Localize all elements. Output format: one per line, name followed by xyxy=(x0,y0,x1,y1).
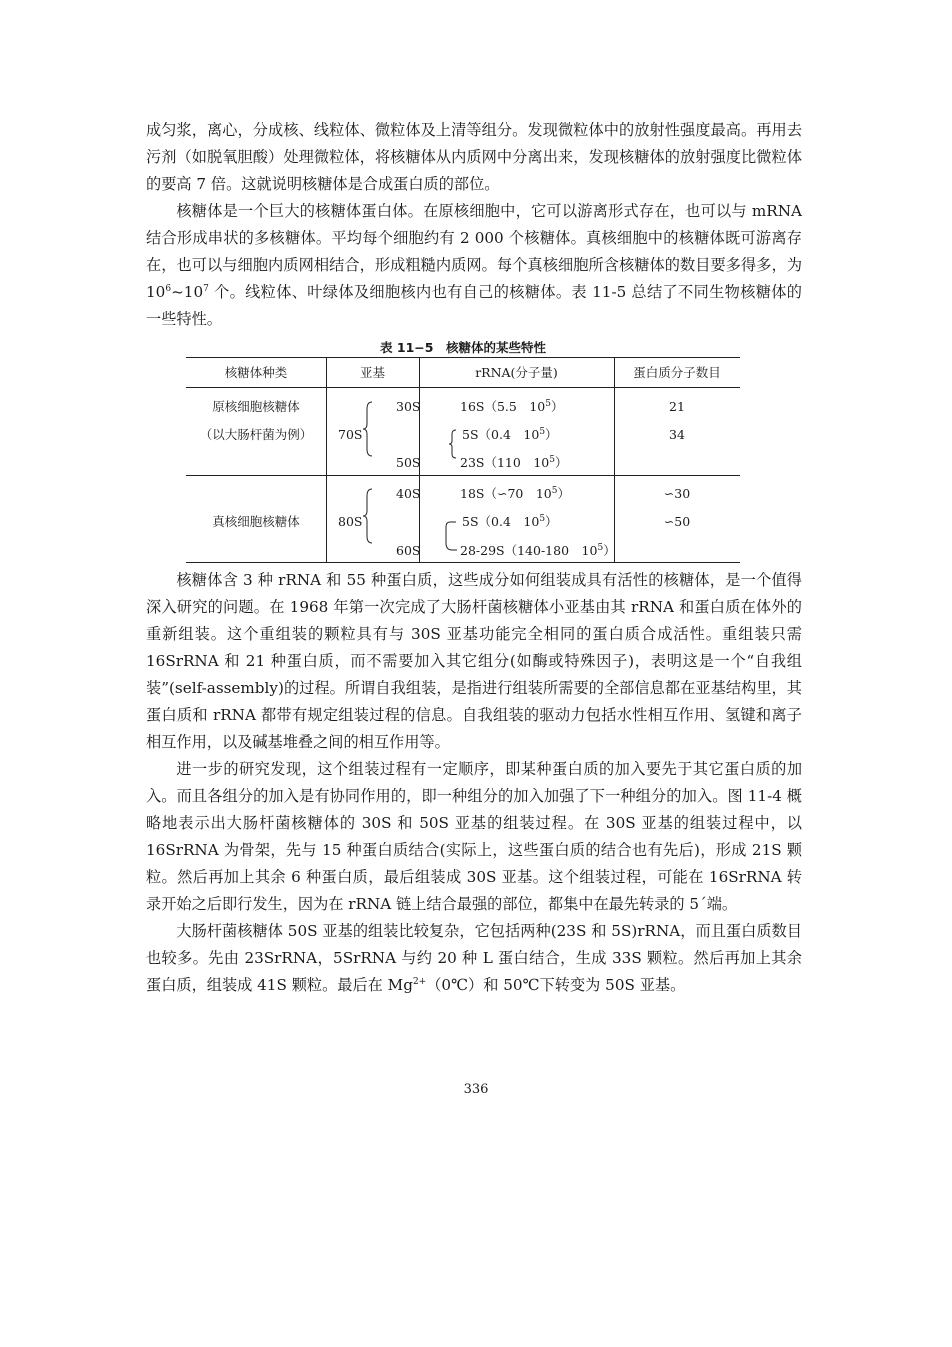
eukaryote-rrna-5s-text: 5S（0.4 10 xyxy=(462,514,540,529)
exponent-6: 6 xyxy=(165,283,172,294)
paragraph-2-text-b: ~10 xyxy=(171,283,204,301)
table-caption: 表 11−5 核糖体的某些特性 xyxy=(380,340,546,355)
header-protein-count: 蛋白质分子数目 xyxy=(633,365,721,380)
prokaryote-rrna-brace xyxy=(448,429,458,459)
eukaryote-rrna-brace xyxy=(438,519,458,553)
page-number: 336 xyxy=(463,1082,489,1097)
eukaryote-rrna-28s-exp: 5 xyxy=(597,542,604,553)
prokaryote-protein-50s: 34 xyxy=(669,427,685,442)
ribosome-properties-table xyxy=(186,357,740,563)
paragraph-3: 核糖体含 3 种 rRNA 和 55 种蛋白质，这些成分如何组装成具有活性的核糖体，是一个值得深入研究的问题。在 1968 年第一次完成了大肠杆菌核糖体小亚基由其 rRNA 和蛋白质在体外的重新组装。这个重组装的颗粒具有与 30S 亚基功能完全相同的蛋白质合成活性。重组装只需 16SrRNA 和 21 种蛋白质，而不需要加入其它组分(如酶或特殊因子)，表明这是一个“自我组装”(self-assembly)的过程。所谓自我组装，是指进行组装所需要的全部信息都在亚基结构里，其蛋白质和 rRNA 都带有规定组装过程的信息。自我组装的驱动力包括水性相互作用、氢键和离子相互作用，以及碱基堆叠之间的相互作用等。 xyxy=(146,571,802,751)
prokaryote-type-line1: 原核细胞核糖体 xyxy=(212,399,300,414)
close-paren: ） xyxy=(545,514,558,529)
eukaryote-whole-80s: 80S xyxy=(338,514,363,529)
close-paren: ） xyxy=(554,455,568,470)
prokaryote-type-line2: （以大肠杆菌为例） xyxy=(199,427,313,442)
paragraph-2-text-c: 个。线粒体、叶绿体及细胞核内也有自己的核糖体。表 11-5 总结了不同生物核糖体的一些特性。 xyxy=(146,283,802,328)
eukaryote-rrna-18s xyxy=(460,486,570,502)
prokaryote-rrna-5s-text: 5S（0.4 10 xyxy=(462,427,540,442)
prokaryote-protein-30s: 21 xyxy=(669,399,685,414)
eukaryote-rrna-5s-exp: 5 xyxy=(539,513,546,524)
paragraph-2-text-a: 核糖体是一个巨大的核糖体蛋白体。在原核细胞中，它可以游离形式存在，也可以与 mRNA 结合形成串状的多核糖体。平均每个细胞约有 2 000 个核糖体。真核细胞中的核糖体既可游离存在，也可以与细胞内质网相结合，形成粗糙内质网。每个真核细胞所含核糖体的数目要多得多，为 10 xyxy=(146,202,802,301)
eukaryote-rrna-18s-text: 18S（∽70 10 xyxy=(460,486,552,501)
eukaryote-subunit-40s: 40S xyxy=(396,486,421,501)
eukaryote-protein-60s: ∽50 xyxy=(663,514,691,529)
prokaryote-rrna-16s-text: 16S（5.5 10 xyxy=(460,399,546,414)
paragraph-5-text-a: 大肠杆菌核糖体 50S 亚基的组装比较复杂，它包括两种(23S 和 5S)rRNA，而且蛋白质数目也较多。先由 23SrRNA，5SrRNA 与约 20 种 L 蛋白结合，生成 33S 颗粒。然后再加上其余蛋白质，组装成 41S 颗粒。最后在 Mg xyxy=(146,922,802,994)
paragraph-2 xyxy=(146,198,802,333)
prokaryote-rrna-16s xyxy=(460,399,564,415)
eukaryote-rrna-28s xyxy=(460,543,616,559)
prokaryote-rrna-16s-exp: 5 xyxy=(545,398,551,409)
eukaryote-subunit-brace xyxy=(362,488,374,544)
paragraph-1-text: 成匀浆，离心，分成核、线粒体、微粒体及上清等组分。发现微粒体中的放射性强度最高。再用去污剂（如脱氧胆酸）处理微粒体，将核糖体从内质网中分离出来，发现核糖体的放射强度比微粒体的要高 7 倍。这就说明核糖体是合成蛋白质的部位。 xyxy=(146,121,802,193)
table-bottom-rule xyxy=(186,562,740,563)
prokaryote-rrna-5s-exp: 5 xyxy=(539,426,546,437)
eukaryote-type: 真核细胞核糖体 xyxy=(212,514,300,529)
paragraph-5-text-b: （0℃）和 50℃下转变为 50S 亚基。 xyxy=(426,976,686,994)
column-divider-3 xyxy=(614,357,615,562)
close-paren: ） xyxy=(557,486,571,501)
column-divider-1 xyxy=(326,357,327,562)
paragraph-1 xyxy=(146,117,802,198)
prokaryote-rrna-23s xyxy=(460,455,567,471)
table-header-rule xyxy=(186,387,740,388)
paragraph-5 xyxy=(146,918,802,999)
table-top-rule xyxy=(186,357,740,358)
paragraph-4: 进一步的研究发现，这个组装过程有一定顺序，即某种蛋白质的加入要先于其它蛋白质的加入。而且各组分的加入是有协同作用的，即一种组分的加入加强了下一种组分的加入。图 11-4 概略地表示出大肠杆菌核糖体的 30S 和 50S 亚基的组装过程。在 30S 亚基的组装过程中，以 16SrRNA 为骨架，先与 15 种蛋白质结合(实际上，这些蛋白质的结合也有先后)，形成 21S 颗粒。然后再加上其余 6 种蛋白质，最后组装成 30S 亚基。这个组装过程，可能在 16SrRNA 转录开始之后即行发生，因为在 rRNA 链上结合最强的部位，都集中在最先转录的 5´端。 xyxy=(146,760,802,913)
prokaryote-rrna-23s-exp: 5 xyxy=(549,454,555,465)
header-subunit: 亚基 xyxy=(359,365,385,380)
prokaryote-subunit-brace xyxy=(362,401,374,457)
exponent-7: 7 xyxy=(203,283,209,294)
eukaryote-protein-40s: ∽30 xyxy=(663,486,691,501)
close-paren: ） xyxy=(545,427,558,442)
prokaryote-subunit-30s: 30S xyxy=(396,399,421,414)
prokaryote-rrna-5s xyxy=(462,427,558,443)
table-row-divider xyxy=(186,475,740,476)
prokaryote-rrna-23s-text: 23S（110 10 xyxy=(460,455,550,470)
header-ribosome-type: 核糖体种类 xyxy=(224,365,288,380)
eukaryote-rrna-18s-exp: 5 xyxy=(551,485,558,496)
eukaryote-rrna-28s-text: 28-29S（140-180 10 xyxy=(460,543,598,558)
close-paren: ） xyxy=(551,399,564,414)
eukaryote-subunit-60s: 60S xyxy=(396,543,421,558)
eukaryote-rrna-5s xyxy=(462,514,558,530)
mg-charge: 2+ xyxy=(412,976,427,987)
prokaryote-subunit-50s: 50S xyxy=(396,455,421,470)
header-rrna: rRNA(分子量) xyxy=(475,365,558,380)
body-text-lower xyxy=(146,567,802,999)
prokaryote-whole-70s: 70S xyxy=(338,427,363,442)
close-paren: ） xyxy=(603,543,616,558)
